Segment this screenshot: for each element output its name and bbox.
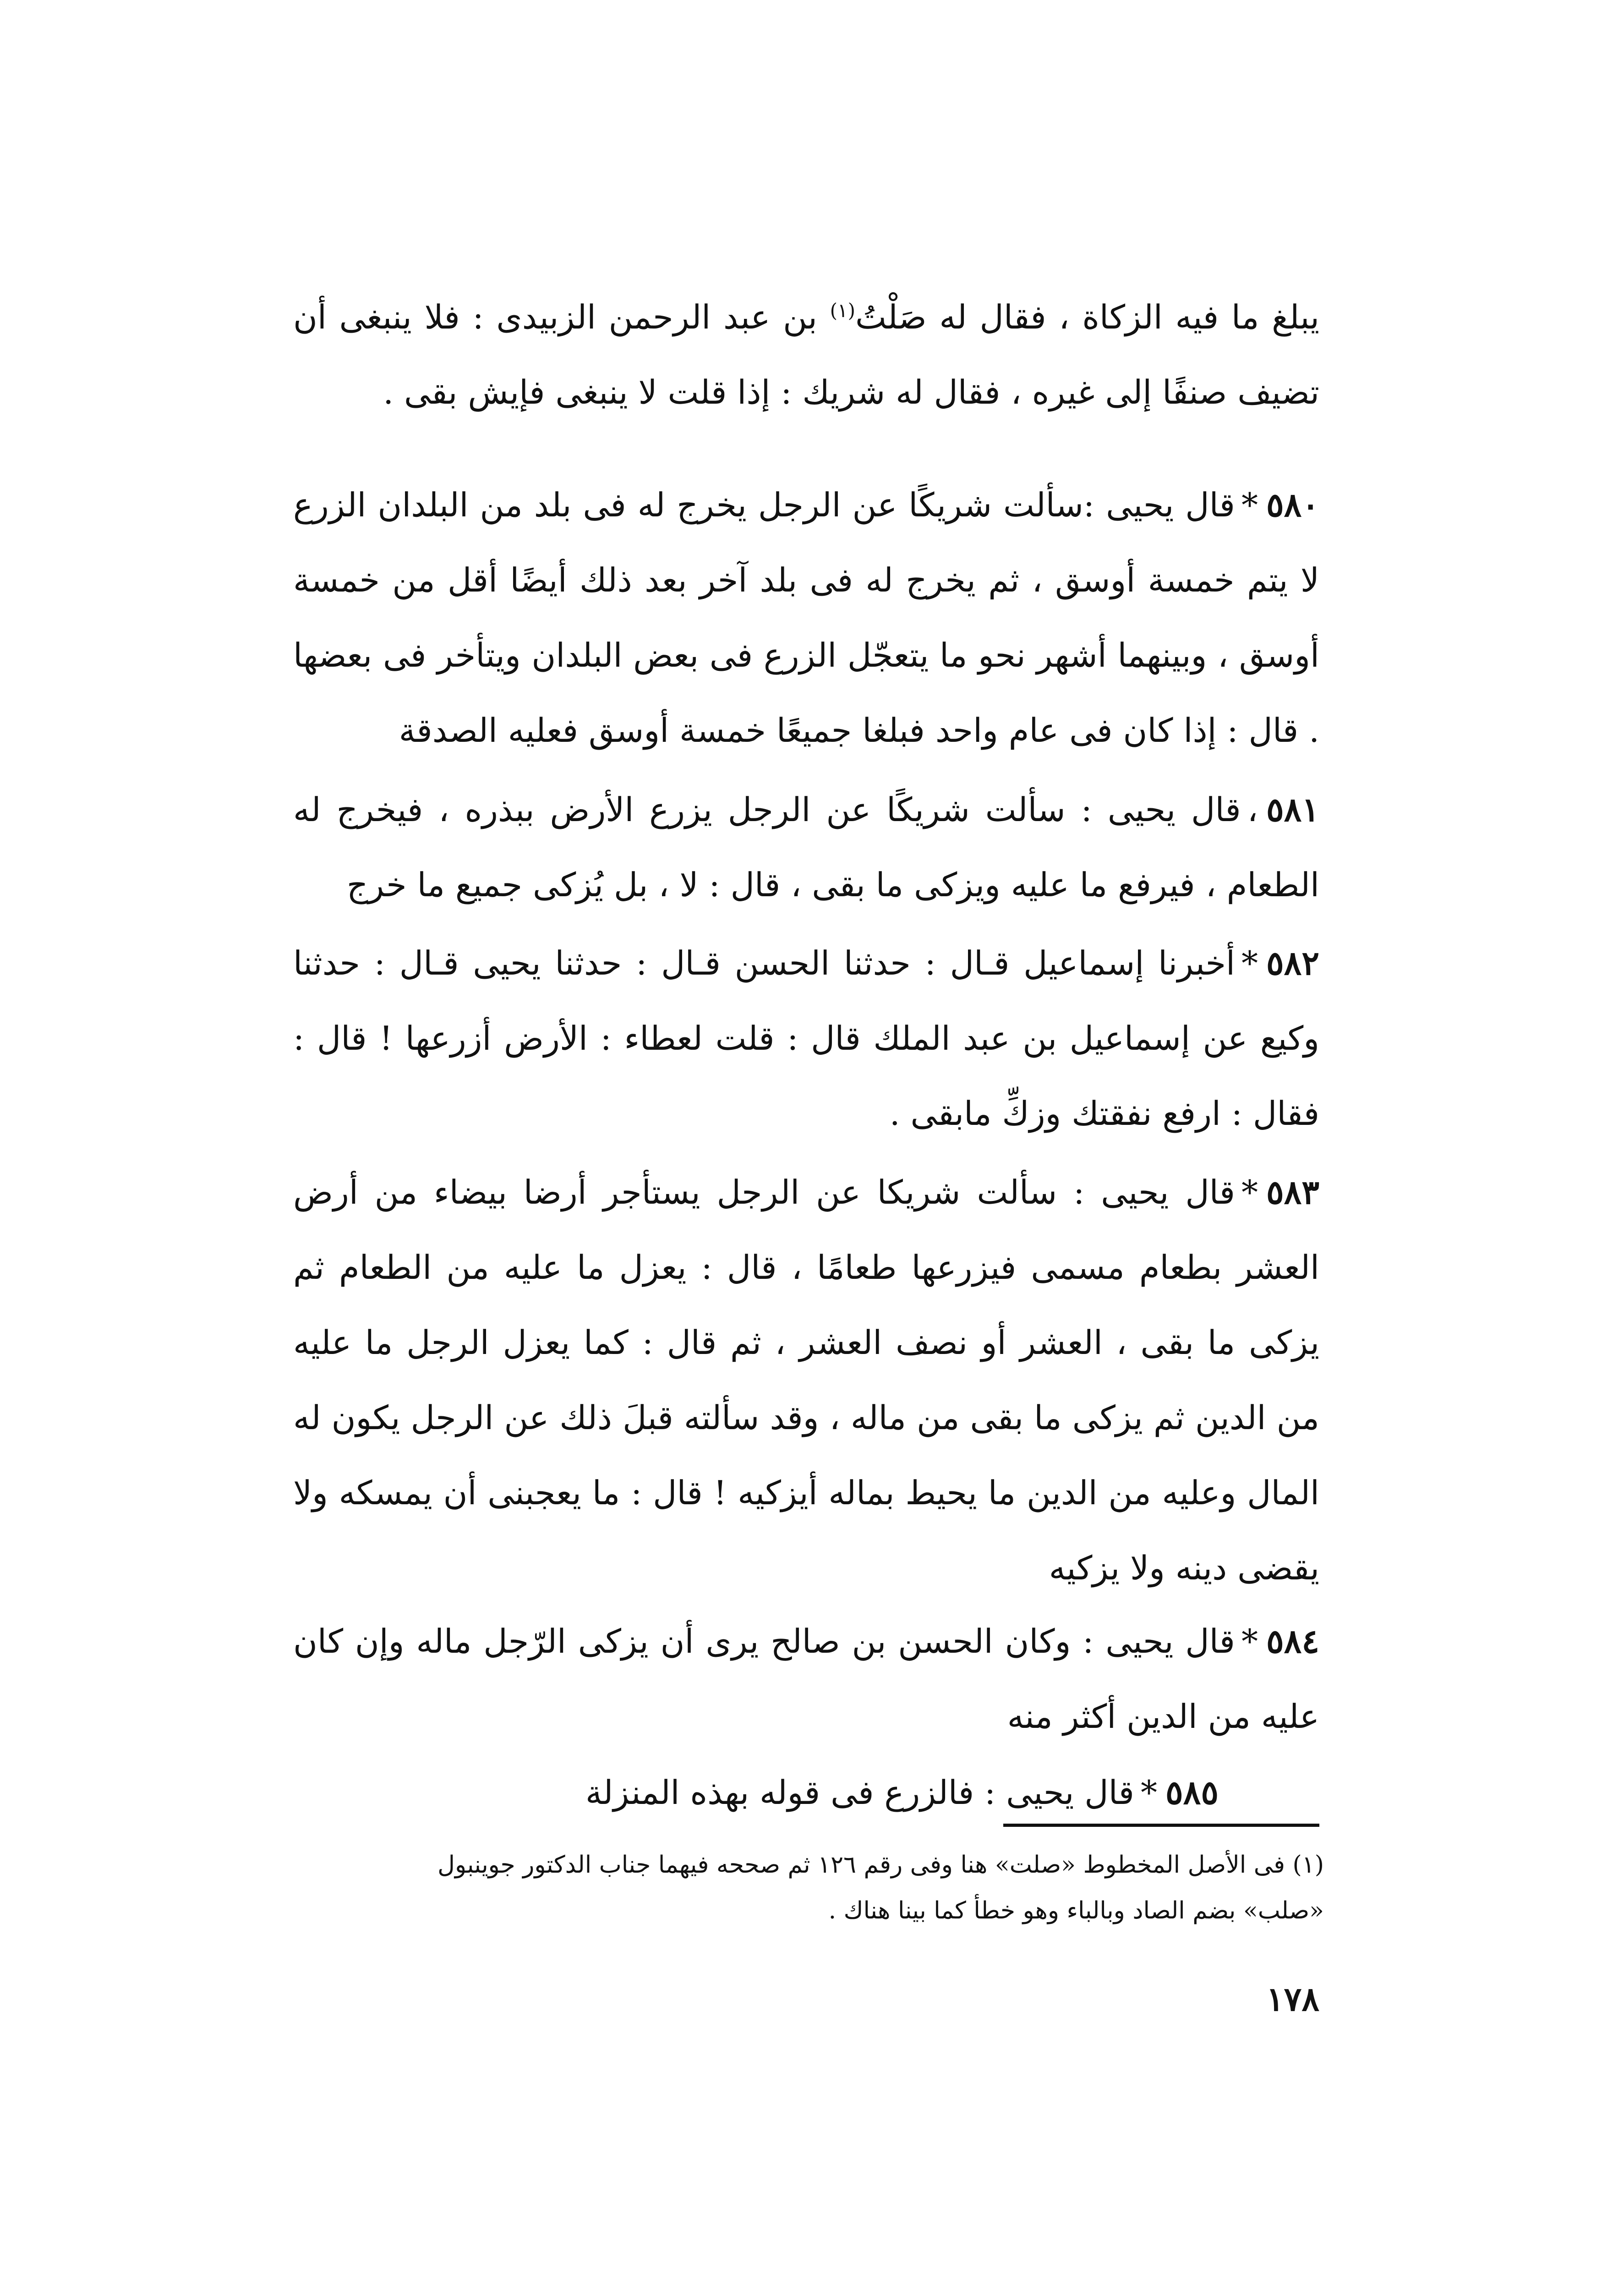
paragraph-number: ٥٨٢ xyxy=(1266,943,1319,982)
footnotes xyxy=(437,1842,1324,1934)
paragraph-text-rest: بن عبد الرحمن الزبيدى : فلا ينبغى أن تضيف صنفًا إلى غيره ، فقال له شريك : إذا قلت لا ينبغى فإيش بقى . xyxy=(293,298,1319,411)
paragraph-marker: * xyxy=(1241,486,1258,524)
paragraph-number: ٥٨٠ xyxy=(1266,485,1319,524)
paragraph-continuation xyxy=(293,280,1319,430)
footnote-divider xyxy=(1003,1824,1319,1827)
paragraph-text: قال يحيى : وكان الحسن بن صالح يرى أن يزكى الرّجل ماله وإن كان عليه من الدين أكثر منه xyxy=(293,1622,1319,1736)
paragraph-text: أخبرنا إسماعيل قـال : حدثنا الحسن قـال : حدثنا يحيى قـال : حدثنا وكيع عن إسماعيل بن عبد الملك قال : قلت لعطاء : الأرض أزرعها ! قال : فقال : ارفع نفقتك وزكِّ مابقى . xyxy=(293,944,1319,1133)
paragraph-marker: * xyxy=(1241,1622,1258,1661)
paragraph-text-start: يبلغ ما فيه الزكاة ، فقال له صَلْتُ xyxy=(855,298,1319,336)
paragraph-number: ٥٨٣ xyxy=(1266,1173,1319,1211)
paragraph-583 xyxy=(293,1155,1319,1606)
paragraph-581 xyxy=(293,772,1319,922)
paragraph-text: قال يحيى :سألت شريكًا عن الرجل يخرج له فى بلد من البلدان الزرع لا يتم خمسة أوسق ، ثم يخرج له فى بلد آخر بعد ذلك أيضًا أقل من خمسة أوسق ، وبينهما أشهر نحو ما يتعجّل الزرع فى بعض البلدان ويتأخر فى بعضها . قال : إذا كان فى عام واحد فبلغا جميعًا خمسة أوسق فعليه الصدقة xyxy=(293,486,1319,750)
paragraph-marker: * xyxy=(1241,1173,1258,1211)
paragraph-text: قال يحيى : سألت شريكا عن الرجل يستأجر أرضا بيضاء من أرض العشر بطعام مسمى فيزرعها طعامًا ، قال : يعزل ما عليه من الطعام ثم يزكى ما بقى ، العشر أو نصف العشر ، ثم قال : كما يعزل الرجل ما عليه من الدين ثم يزكى ما بقى من ماله ، وقد سألته قبلَ ذلك عن الرجل يكون له المال وعليه من الدين ما يحيط بماله أيزكيه ! قال : ما يعجبنى أن يمسكه ولا يقضى دينه ولا يزكيه xyxy=(293,1173,1319,1587)
paragraph-marker: ، xyxy=(1247,790,1258,829)
paragraph-580 xyxy=(293,467,1319,768)
page-number: ١٧٨ xyxy=(1266,1979,1319,2018)
paragraph-584 xyxy=(293,1604,1319,1754)
paragraph-marker: * xyxy=(1140,1773,1157,1812)
footnote-line-1: (١) فى الأصل المخطوط «صلت» هنا وفى رقم ١٢٦ ثم صححه فيهما جناب الدكتور جوينبول xyxy=(437,1851,1324,1879)
paragraph-text: قال يحيى : فالزرع فى قوله بهذه المنزلة xyxy=(585,1773,1134,1812)
footnote-line-2: «صلب» بضم الصاد وبالباء وهو خطأ كما بينا هناك . xyxy=(828,1897,1324,1924)
paragraph-number: ٥٨٥ xyxy=(1165,1773,1219,1812)
paragraph-marker: * xyxy=(1241,944,1258,982)
paragraph-number: ٥٨١ xyxy=(1266,790,1319,829)
paragraph-number: ٥٨٤ xyxy=(1266,1622,1319,1661)
paragraph-585 xyxy=(293,1755,1319,1830)
footnote-reference[interactable]: (١) xyxy=(830,299,855,322)
paragraph-582 xyxy=(293,926,1319,1151)
paragraph-text: قال يحيى : سألت شريكًا عن الرجل يزرع الأرض ببذره ، فيخرج له الطعام ، فيرفع ما عليه ويزكى ما بقى ، قال : لا ، بل يُزكى جميع ما خرج xyxy=(293,790,1319,904)
